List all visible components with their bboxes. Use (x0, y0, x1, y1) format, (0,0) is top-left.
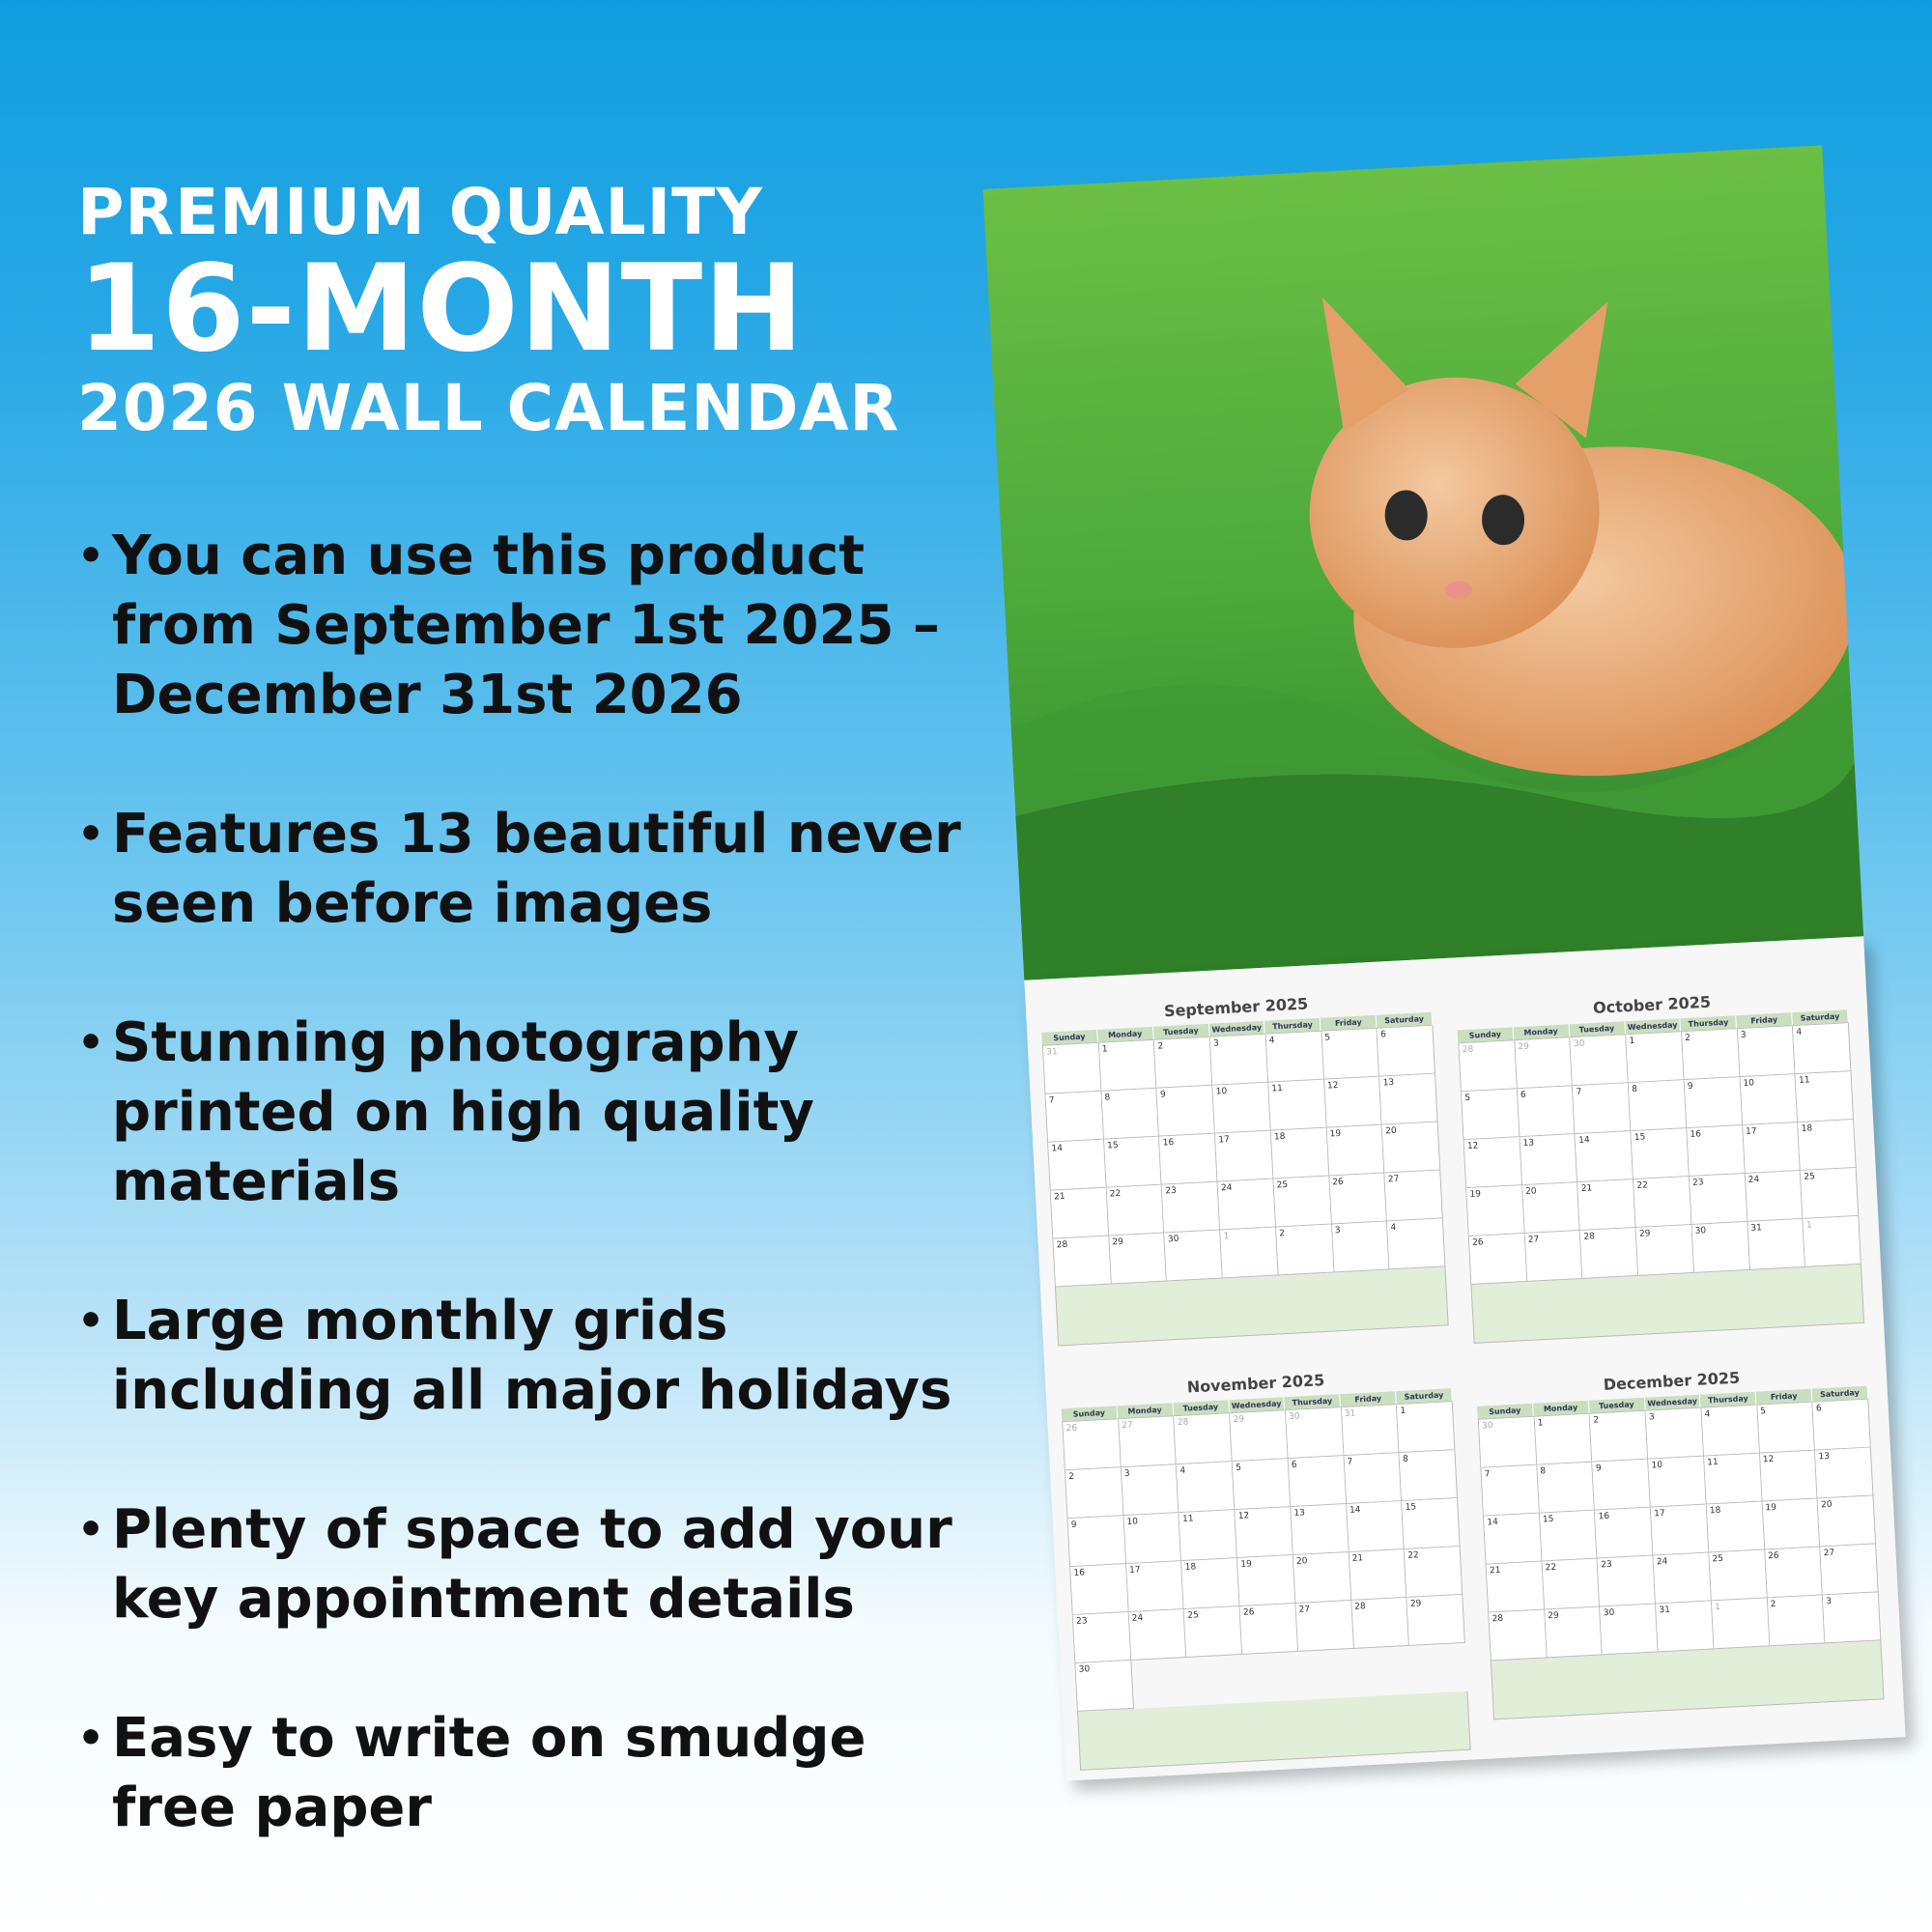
weekday-label: Friday (1321, 1015, 1377, 1031)
calendar-grid-page (1024, 936, 1905, 1780)
feature-item (77, 522, 1005, 730)
day-cell: 24 (1745, 1171, 1803, 1222)
day-cell: 4 (1793, 1023, 1851, 1074)
day-cell: 9 (1593, 1460, 1651, 1511)
feature-list (77, 522, 1005, 1913)
weekday-label: Monday (1513, 1024, 1569, 1039)
day-cell: 30 (1691, 1222, 1749, 1273)
feature-text: Plenty of space to add your key appointment details (112, 1498, 952, 1631)
day-cell: 22 (1542, 1559, 1600, 1610)
day-cell: 28 (1053, 1236, 1111, 1288)
calendar-mockup (982, 145, 1905, 1780)
day-cell: 30 (1286, 1407, 1344, 1459)
weekday-label: Wednesday (1229, 1397, 1285, 1412)
day-cell: 30 (1075, 1661, 1133, 1712)
weekday-label: Wednesday (1625, 1018, 1681, 1034)
heading (77, 174, 899, 450)
day-cell: 2 (1767, 1595, 1825, 1646)
weekday-label: Monday (1097, 1027, 1153, 1042)
day-cell: 8 (1537, 1463, 1595, 1514)
month-title: December 2025 (1603, 1368, 1741, 1394)
day-cell: 3 (1738, 1026, 1796, 1077)
day-cell: 19 (1466, 1185, 1524, 1236)
day-cell: 10 (1123, 1513, 1181, 1564)
day-cell: 27 (1820, 1544, 1878, 1595)
day-cell: 1 (1099, 1040, 1157, 1092)
day-cell: 29 (1109, 1234, 1167, 1285)
day-cell: 26 (1240, 1604, 1298, 1655)
weekday-label: Thursday (1264, 1018, 1321, 1034)
day-cells (1042, 1025, 1446, 1288)
day-cell: 30 (1571, 1035, 1629, 1086)
day-cell: 4 (1387, 1218, 1445, 1269)
feature-item (77, 1287, 1005, 1426)
day-cell: 4 (1701, 1406, 1759, 1457)
day-cell: 10 (1740, 1074, 1798, 1125)
day-cell: 19 (1762, 1499, 1820, 1550)
day-cell: 29 (1636, 1225, 1694, 1276)
heading-line-3: 2026 WALL CALENDAR (77, 371, 900, 445)
day-cell: 29 (1407, 1595, 1465, 1646)
day-cell: 28 (1489, 1609, 1547, 1661)
weekday-label: Saturday (1377, 1012, 1433, 1028)
day-cell: 26 (1329, 1174, 1387, 1225)
day-cell: 16 (1070, 1564, 1128, 1615)
day-cell: 21 (1051, 1188, 1109, 1239)
day-cell: 29 (1545, 1606, 1603, 1658)
bullet-icon: • (77, 1505, 105, 1554)
day-cell: 27 (1524, 1231, 1582, 1282)
day-cell: 2 (1154, 1037, 1212, 1089)
day-cell: 11 (1704, 1454, 1762, 1505)
day-cell: 5 (1462, 1089, 1520, 1140)
day-cell: 31 (1656, 1601, 1714, 1652)
day-cell: 25 (1184, 1606, 1242, 1658)
day-cell: 10 (1212, 1083, 1270, 1134)
day-cell: 21 (1577, 1179, 1635, 1231)
day-cell: 3 (1646, 1408, 1704, 1460)
day-cells (1478, 1399, 1882, 1662)
month-title: September 2025 (1163, 994, 1309, 1021)
day-cell: 5 (1757, 1403, 1815, 1454)
day-cell: 31 (1342, 1405, 1400, 1456)
day-cell: 28 (1580, 1228, 1638, 1279)
day-cell: 26 (1469, 1234, 1527, 1285)
feature-text: Features 13 beautiful never seen before images (112, 803, 961, 935)
feature-text: You can use this product from September 1st 2025 – December 31st 2026 (112, 525, 940, 726)
feature-item (77, 1495, 1005, 1634)
day-cell: 8 (1400, 1450, 1458, 1501)
day-cell: 17 (1126, 1561, 1184, 1612)
weekday-label: Monday (1117, 1403, 1173, 1418)
day-cell: 7 (1344, 1453, 1402, 1504)
day-cell: 3 (1823, 1592, 1881, 1643)
bullet-icon: • (77, 1714, 105, 1763)
weekday-label: Sunday (1458, 1027, 1514, 1042)
day-cell: 29 (1515, 1037, 1573, 1089)
weekday-label: Friday (1737, 1012, 1793, 1028)
day-cell: 28 (1175, 1413, 1233, 1464)
heading-line-1: PREMIUM QUALITY (77, 175, 763, 249)
day-cell: 22 (1634, 1177, 1691, 1228)
day-cell: 14 (1048, 1140, 1106, 1191)
day-cell: 20 (1818, 1495, 1876, 1547)
day-cell: 30 (1601, 1604, 1659, 1655)
day-cell: 1 (1397, 1402, 1455, 1453)
day-cell: 7 (1046, 1092, 1104, 1143)
day-cell: 23 (1162, 1182, 1220, 1234)
day-cell: 4 (1177, 1462, 1235, 1513)
weekday-label: Wednesday (1209, 1021, 1265, 1037)
day-cell: 18 (1707, 1502, 1765, 1553)
day-cell: 26 (1765, 1547, 1823, 1598)
kitten-in-grass-image (982, 145, 1863, 980)
weekday-label: Saturday (1396, 1388, 1452, 1404)
day-cell: 22 (1106, 1185, 1164, 1236)
weekday-label: Sunday (1062, 1406, 1118, 1421)
day-cell: 3 (1210, 1035, 1268, 1086)
weekday-label: Wednesday (1644, 1395, 1700, 1410)
weekday-label: Saturday (1812, 1386, 1868, 1402)
weekday-label: Tuesday (1569, 1021, 1625, 1037)
feature-text: Easy to write on smudge free paper (112, 1707, 867, 1839)
day-cell: 27 (1119, 1416, 1177, 1467)
day-cell: 6 (1813, 1400, 1871, 1451)
day-cell: 12 (1324, 1077, 1382, 1128)
day-cell: 3 (1332, 1221, 1390, 1272)
day-cell: 8 (1101, 1089, 1159, 1140)
day-cell: 9 (1068, 1516, 1126, 1567)
heading-line-2: 16-MONTH (77, 240, 805, 379)
day-cell: 16 (1687, 1125, 1745, 1177)
day-cell: 18 (1271, 1128, 1329, 1179)
feature-item (77, 1704, 1005, 1843)
day-cell: 18 (1181, 1558, 1239, 1609)
day-cell: 27 (1385, 1170, 1443, 1221)
day-cell: 21 (1349, 1549, 1406, 1601)
day-cell: 16 (1595, 1508, 1653, 1559)
day-cell: 7 (1573, 1083, 1631, 1134)
month-title: October 2025 (1592, 992, 1712, 1017)
day-cell: 15 (1540, 1511, 1598, 1562)
day-cell: 20 (1293, 1552, 1351, 1604)
day-cell: 5 (1321, 1029, 1379, 1080)
day-cell: 2 (1276, 1224, 1334, 1275)
day-cell: 22 (1405, 1547, 1463, 1598)
day-cell: 13 (1291, 1504, 1349, 1555)
day-cell: 1 (1534, 1414, 1592, 1465)
day-cell: 17 (1215, 1131, 1273, 1182)
day-cell: 8 (1629, 1080, 1687, 1131)
bullet-icon: • (77, 810, 105, 859)
day-cell: 17 (1651, 1505, 1709, 1556)
weekday-label: Thursday (1681, 1015, 1737, 1031)
day-cell: 2 (1682, 1029, 1740, 1080)
day-cell: 14 (1484, 1514, 1542, 1565)
day-cell: 13 (1815, 1448, 1873, 1499)
month-grid (1040, 988, 1449, 1347)
weekday-label: Thursday (1700, 1392, 1756, 1407)
day-cell: 2 (1590, 1411, 1648, 1463)
bullet-icon: • (77, 1296, 105, 1346)
day-cell: 17 (1743, 1122, 1801, 1174)
day-cell: 25 (1709, 1549, 1767, 1601)
day-cell: 9 (1685, 1077, 1743, 1128)
day-cell: 18 (1798, 1120, 1856, 1171)
day-cells (1062, 1401, 1467, 1712)
day-cell: 15 (1402, 1498, 1460, 1549)
weekday-label: Tuesday (1173, 1400, 1229, 1415)
weekday-label: Friday (1340, 1391, 1396, 1406)
day-cell: 19 (1237, 1555, 1295, 1606)
bullet-icon: • (77, 531, 105, 581)
day-cell: 6 (1288, 1456, 1346, 1507)
day-cell: 28 (1351, 1598, 1409, 1649)
month-grid (1456, 985, 1864, 1344)
day-cell: 25 (1801, 1168, 1859, 1219)
day-cell: 31 (1747, 1219, 1805, 1270)
day-cell: 16 (1159, 1134, 1217, 1185)
feature-item (77, 1009, 1005, 1217)
weekday-label: Friday (1756, 1389, 1812, 1405)
day-cell: 20 (1382, 1122, 1440, 1174)
day-cell: 1 (1712, 1598, 1770, 1649)
day-cell: 11 (1796, 1071, 1854, 1122)
day-cell: 14 (1576, 1131, 1634, 1182)
month-title: November 2025 (1186, 1371, 1325, 1397)
day-cell: 2 (1065, 1467, 1123, 1519)
day-cell: 21 (1487, 1562, 1545, 1613)
day-cell: 1 (1626, 1032, 1684, 1083)
day-cell: 11 (1268, 1080, 1326, 1131)
day-cell: 19 (1326, 1125, 1384, 1177)
day-cell: 12 (1760, 1451, 1818, 1502)
weekday-label: Sunday (1041, 1030, 1097, 1045)
day-cell: 9 (1157, 1086, 1215, 1137)
day-cells (1458, 1022, 1861, 1285)
weekday-label: Tuesday (1153, 1024, 1209, 1039)
day-cell: 27 (1295, 1601, 1353, 1652)
day-cell: 31 (1043, 1043, 1101, 1094)
kitten-photo (982, 145, 1863, 980)
month-grid (1060, 1364, 1470, 1771)
feature-text: Stunning photography printed on high quality materials (112, 1011, 814, 1213)
day-cell: 12 (1235, 1507, 1293, 1558)
weekday-label: Saturday (1792, 1009, 1848, 1025)
weekday-label: Thursday (1285, 1394, 1341, 1409)
weekday-label: Monday (1533, 1401, 1589, 1416)
weekday-label: Sunday (1477, 1404, 1533, 1419)
day-cell: 1 (1220, 1227, 1278, 1278)
day-cell: 7 (1481, 1465, 1539, 1517)
day-cell: 15 (1632, 1128, 1690, 1179)
day-cell: 20 (1522, 1182, 1580, 1234)
day-cell: 29 (1230, 1410, 1288, 1462)
day-cell: 24 (1654, 1552, 1712, 1604)
bullet-icon: • (77, 1018, 105, 1067)
day-cell: 1 (1804, 1216, 1861, 1267)
day-cell: 10 (1648, 1457, 1706, 1508)
day-cell: 12 (1464, 1137, 1522, 1188)
day-cell: 15 (1104, 1137, 1162, 1188)
day-cell: 14 (1347, 1501, 1405, 1552)
day-cell: 13 (1379, 1074, 1437, 1125)
day-cell: 26 (1063, 1419, 1121, 1470)
day-cell: 3 (1122, 1464, 1179, 1516)
day-cell: 5 (1233, 1459, 1291, 1510)
feature-item (77, 800, 1005, 939)
day-cell: 30 (1165, 1231, 1223, 1282)
day-cell: 6 (1378, 1026, 1435, 1077)
day-cell: 23 (1598, 1556, 1656, 1607)
month-grid (1476, 1362, 1885, 1720)
day-cell: 24 (1128, 1609, 1186, 1661)
day-cell: 23 (1073, 1612, 1131, 1663)
day-cell: 4 (1265, 1032, 1323, 1083)
day-cell: 6 (1518, 1086, 1576, 1137)
weekday-label: Tuesday (1589, 1398, 1645, 1413)
day-cell: 23 (1690, 1174, 1747, 1225)
day-cell: 13 (1520, 1134, 1577, 1185)
day-cell: 30 (1479, 1417, 1537, 1468)
day-cell: 25 (1273, 1177, 1331, 1228)
day-cell: 24 (1218, 1179, 1276, 1231)
day-cell: 11 (1179, 1510, 1237, 1561)
day-cell: 28 (1459, 1040, 1517, 1092)
feature-text: Large monthly grids including all major holidays (112, 1290, 952, 1422)
